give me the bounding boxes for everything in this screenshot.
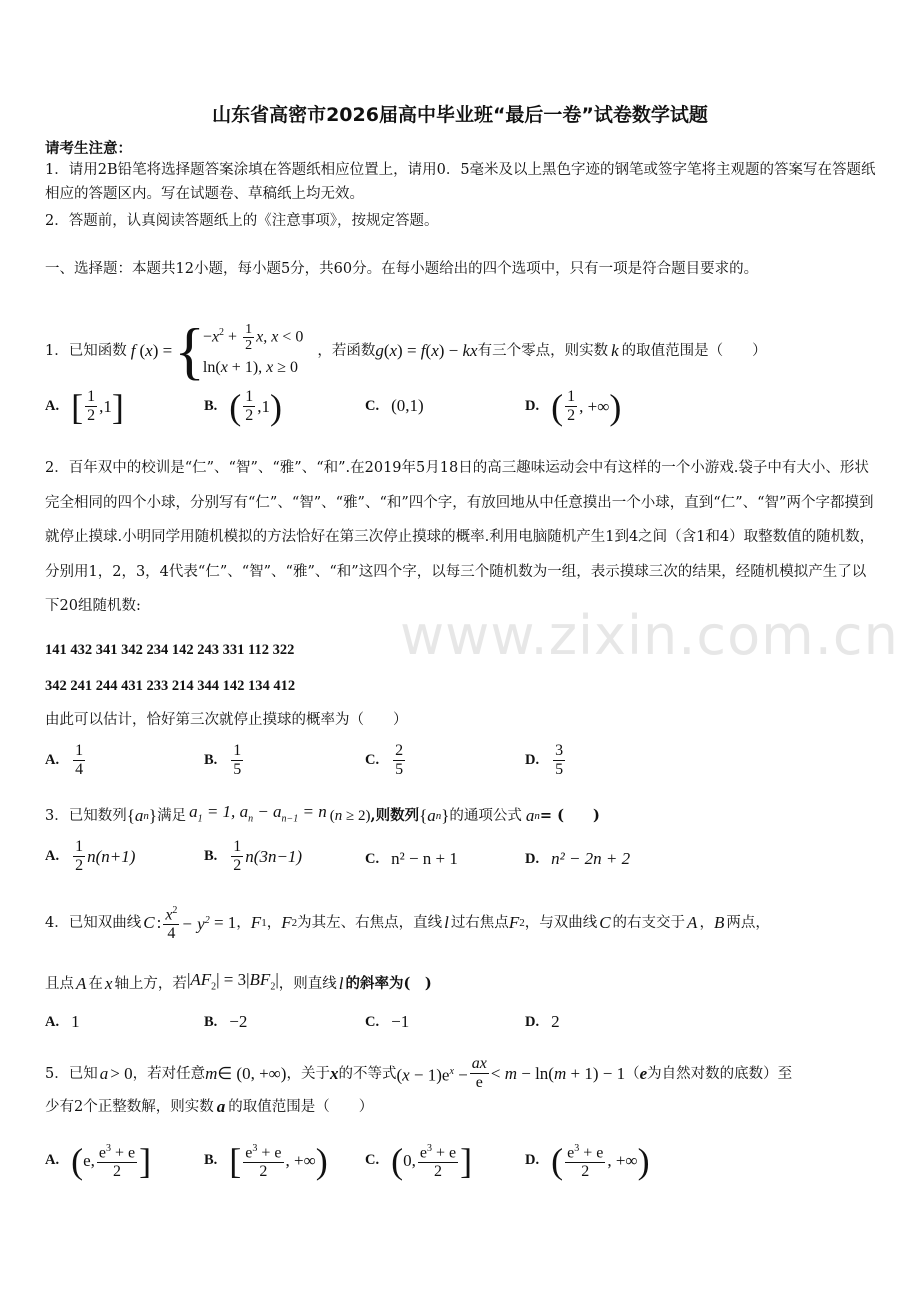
notice-heading: 请考生注意： [45, 140, 132, 157]
q4-option-d[interactable]: D. 2 [525, 1012, 560, 1031]
notice-item-2: 2．答题前，认真阅读答题纸上的《注意事项》，按规定答题。 [45, 213, 439, 229]
q1-option-b[interactable]: B. ( $\frac{1}{2}$ ,1 ) [204, 386, 283, 427]
q1-gx: g(x) = f(x) − kx [375, 340, 478, 360]
q1-stem-d: 的取值范围是（ ） [621, 342, 767, 359]
q5-option-a[interactable]: A. ( e, $\frac{e^3 + e}{2}$ ] [45, 1140, 152, 1181]
q1-option-d[interactable]: D. ( $\frac{1}{2}$ , +∞ ) [525, 386, 622, 427]
q1-piecewise: $-x^2$ + $\frac{1}{2}$ x, x < 0 ln(x + 1), x ≥ 0 [202, 322, 304, 377]
q4-option-b[interactable]: B. −2 [204, 1012, 248, 1031]
q3-option-c[interactable]: C. n² − n + 1 [365, 849, 458, 868]
page-title: 山东省高密市2026届高中毕业班“最后一卷”试卷数学试题 [212, 104, 708, 126]
q2-ask: 由此可以估计，恰好第三次就停止摸球的概率为（ ） [45, 712, 408, 728]
q1-stem-c: 有三个零点，则实数 [477, 342, 609, 359]
watermark: www.zixin.com.cn [400, 604, 899, 667]
question-4-line-2: 且点 A 在 x 轴上方，若 $|AF_2| = 3|BF_2|$ ，则直线 l 的斜率为( ) [45, 970, 432, 993]
q5-option-b[interactable]: B. [ $\frac{e^3 + e}{2}$ , +∞ ) [204, 1140, 328, 1181]
q2-option-a[interactable]: A. $\frac{1}{4}$ [45, 742, 84, 778]
q3-option-a[interactable]: A. $\frac{1}{2}$ n(n+1) [45, 838, 136, 874]
question-5-line-2: 少有2个正整数解，则实数 a 的取值范围是（ ） [45, 1097, 374, 1116]
q1-brace: { [174, 314, 205, 386]
q1-fx: f [130, 340, 136, 360]
question-2-text: 2．百年双中的校训是“仁”、“智”、“雅”、“和”.在2019年5月18日的高三趣味运动会中有这样的一个小游戏.袋子中有大小、形状完全相同的四个小球，分别写有“仁”、“智”、“雅”、“和”四个字，有放回地从中任意摸出一个小球，直到“仁”、“智”两个字都摸到就停止摸球.小明同学用随机模拟的方法恰好在第三次停止摸球的概率.利用电脑随机产生1到4之间（含1和4）取整数值的随机数，分别用1，2，3，4代表“仁”、“智”、“雅”、“和”这四个字，以每三个随机数为一组，表示摸球三次的结果，经随机模拟产生了以下20组随机数: [45, 460, 875, 614]
q4-option-c[interactable]: C. −1 [365, 1012, 410, 1031]
section-heading: 一、选择题：本题共12小题，每小题5分，共60分。在每小题给出的四个选项中，只有一项是符合题目要求的。 [45, 261, 759, 277]
q2-option-d[interactable]: D. $\frac{3}{5}$ [525, 742, 564, 778]
q2-option-c[interactable]: C. $\frac{2}{5}$ [365, 742, 404, 778]
question-5: 5．已知 a > 0 ，若对任意 m ∈ (0, +∞) ，关于 x 的不等式 $(x - 1)e^x$ − $\frac{ax}{e}$ < m − ln(m + 1) − 1 （ e 为自然对数的底数）至 [45, 1055, 793, 1091]
q1-option-a[interactable]: A. [ $\frac{1}{2}$ ,1 ] [45, 386, 124, 427]
question-1: 1．已知函数 f ( x ) = { $-x^2$ + $\frac{1}{2}$ x, x < 0 ln(x + 1), x ≥ 0 ，若函数 g(x) = f(x) − kx 有三个零点，则实数 k 的取值范围是（ ） [45, 314, 767, 386]
question-3: 3．已知数列 { a n } 满足 $a_1 = 1$, $a_n - a_{n-1} = n$ (n ≥ 2) ,则数列 { a n } 的通项公式 a n = ( ) [45, 802, 600, 825]
q4-option-a[interactable]: A. 1 [45, 1012, 80, 1031]
q5-option-c[interactable]: C. ( 0, $\frac{e^3 + e}{2}$ ] [365, 1140, 473, 1181]
notice-item-1: 1．请用2B铅笔将选择题答案涂填在答题纸相应位置上，请用0．5毫米及以上黑色字迹的钢笔或签字笔将主观题的答案写在答题纸相应的答题区内。写在试题卷、草稿纸上均无效。 [45, 162, 876, 202]
q2-random-row-1: 141 432 341 342 234 142 243 331 112 322 [45, 642, 295, 658]
q3-option-d[interactable]: D. n² − 2n + 2 [525, 849, 631, 868]
q1-k: k [611, 340, 619, 360]
q1-stem-b: ，若函数 [317, 342, 376, 359]
q2-option-b[interactable]: B. $\frac{1}{5}$ [204, 742, 242, 778]
q3-option-b[interactable]: B. $\frac{1}{2}$ n(3n−1) [204, 838, 303, 874]
q1-stem-a: 1．已知函数 [45, 342, 127, 359]
question-4: 4．已知双曲线 C : $\frac{x^2}{4}$ − $y^2$ = 1 ， F 1 ， F 2 为其左、右焦点，直线 l 过右焦点 F 2 ，与双曲线 C 的右支交于 A ， B 两点， [45, 902, 770, 943]
q5-option-d[interactable]: D. ( $\frac{e^3 + e}{2}$ , +∞ ) [525, 1140, 650, 1181]
q2-random-row-2: 342 241 244 431 233 214 344 142 134 412 [45, 678, 296, 694]
q1-option-c[interactable]: C. (0,1) [365, 396, 424, 415]
